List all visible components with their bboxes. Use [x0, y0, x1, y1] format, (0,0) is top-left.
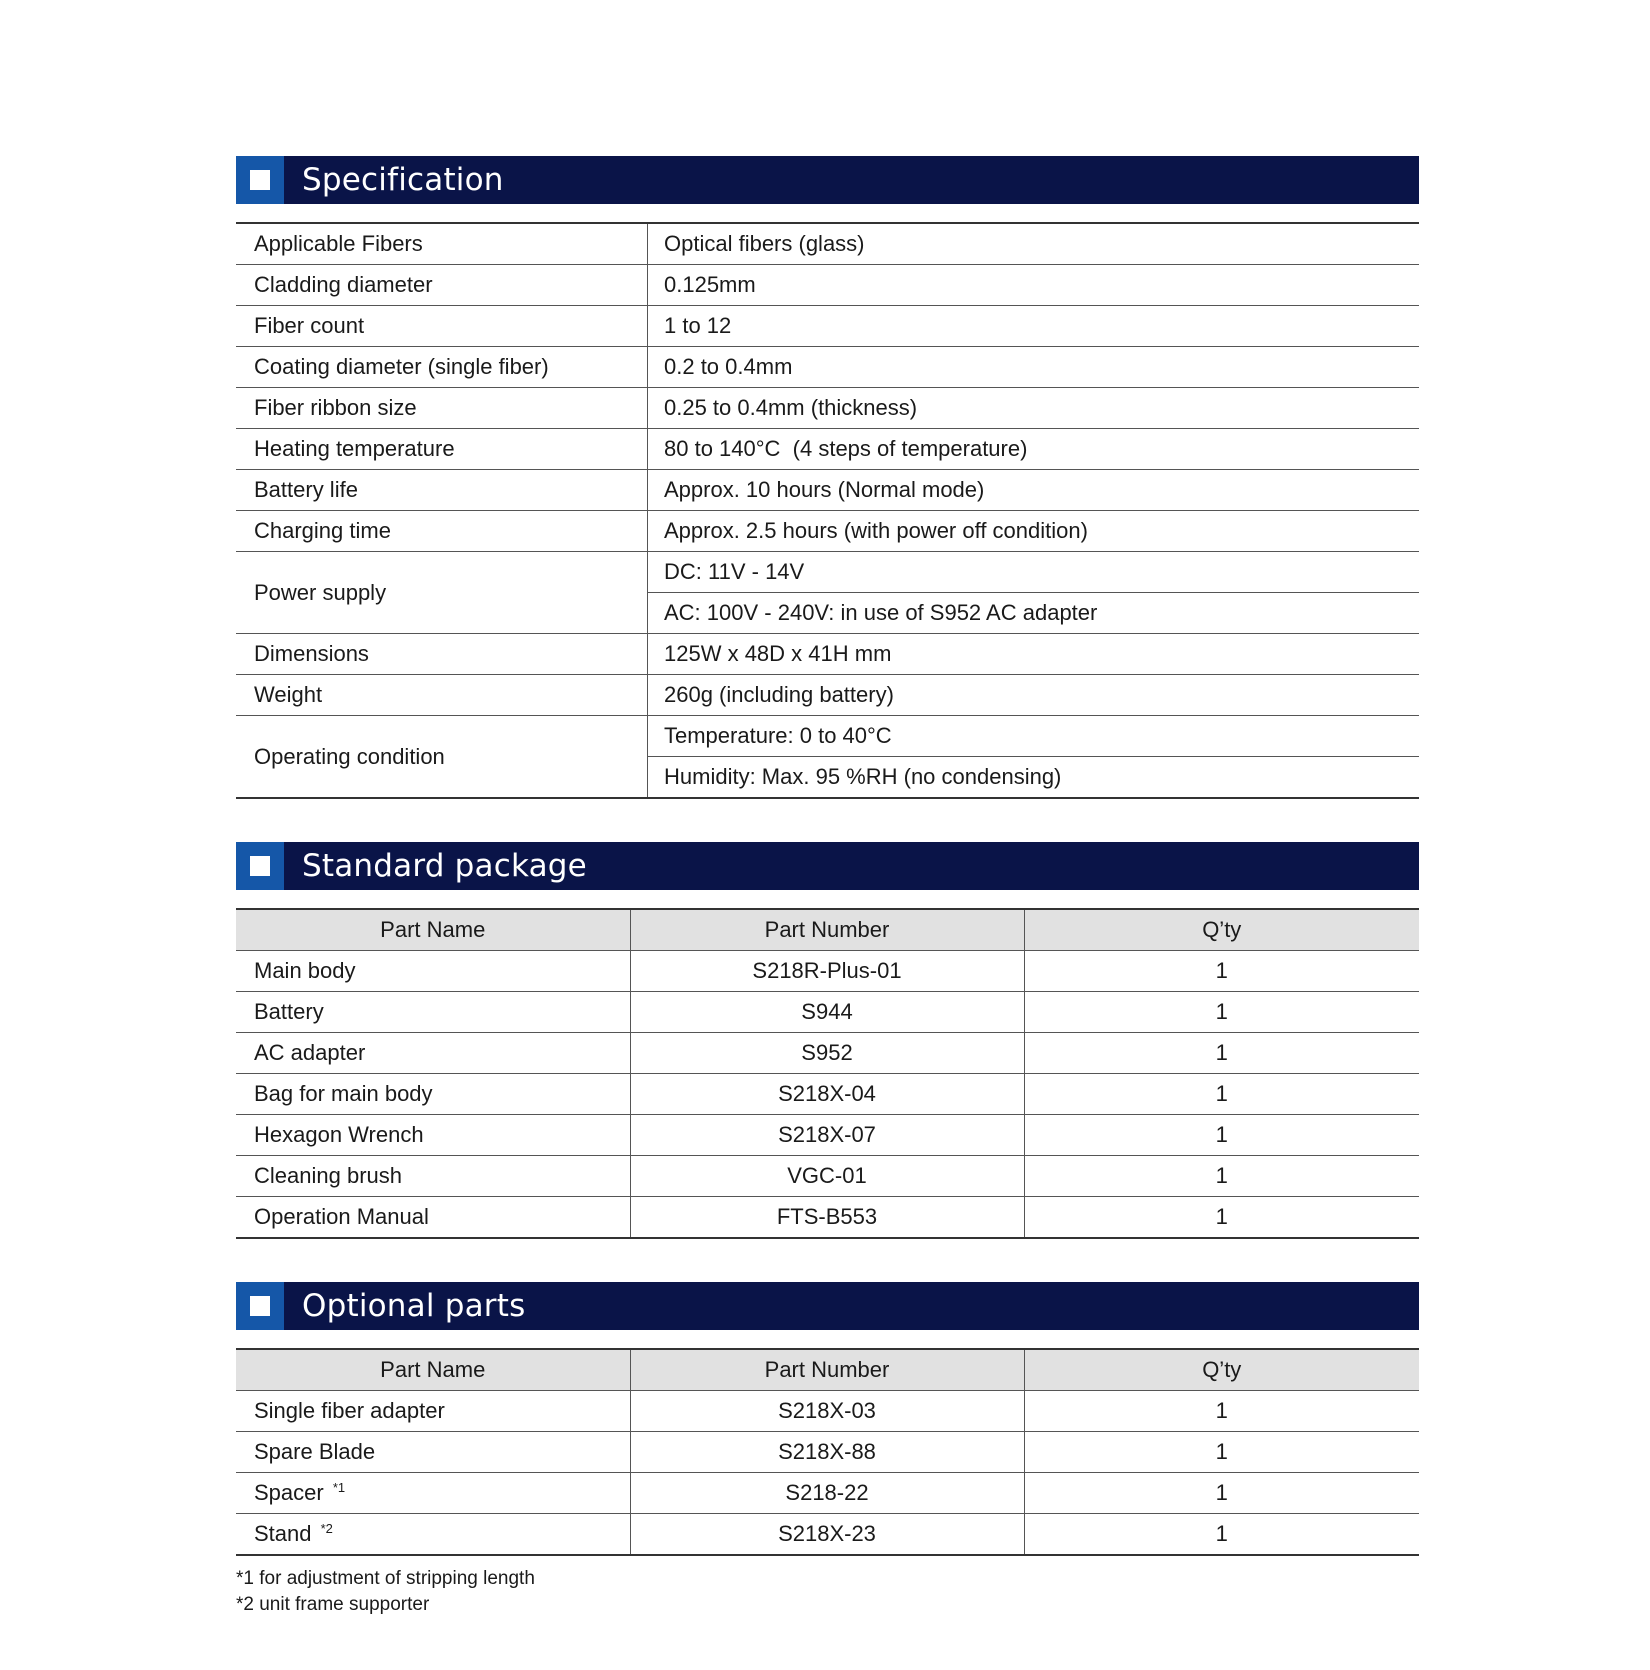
spec-label: Cladding diameter — [236, 265, 648, 306]
table-row — [236, 265, 1419, 306]
part-name: Main body — [236, 951, 630, 992]
table-row — [236, 1074, 1419, 1115]
table-row — [236, 1115, 1419, 1156]
quantity: 1 — [1024, 1391, 1419, 1432]
spec-label: Battery life — [236, 470, 648, 511]
spec-value: Humidity: Max. 95 %RH (no condensing) — [664, 764, 1062, 789]
column-header: Part Name — [236, 1349, 630, 1391]
table-row — [236, 511, 1419, 552]
spec-value: Approx. 2.5 hours (with power off condition) — [648, 511, 1420, 552]
part-number: S218X-03 — [630, 1391, 1024, 1432]
table-row — [236, 1514, 1419, 1556]
spec-label: Fiber ribbon size — [236, 388, 648, 429]
spec-value: Optical fibers (glass) — [648, 223, 1420, 265]
table-row — [236, 1432, 1419, 1473]
table-row — [236, 992, 1419, 1033]
part-name-cell — [236, 1432, 630, 1473]
section-title: Standard package — [302, 848, 587, 884]
quantity: 1 — [1024, 1156, 1419, 1197]
part-name-cell — [236, 1473, 630, 1514]
standard-package-section — [236, 842, 1419, 1239]
spec-value: 0.25 to 0.4mm (thickness) — [648, 388, 1420, 429]
quantity: 1 — [1024, 1432, 1419, 1473]
table-row — [236, 306, 1419, 347]
part-number: S944 — [630, 992, 1024, 1033]
specification-section — [236, 156, 1419, 799]
part-number: VGC-01 — [630, 1156, 1024, 1197]
part-number: S218R-Plus-01 — [630, 951, 1024, 992]
spec-value: 0.125mm — [648, 265, 1420, 306]
spec-label: Weight — [236, 675, 648, 716]
part-name: AC adapter — [236, 1033, 630, 1074]
part-name: Stand — [254, 1521, 318, 1546]
spec-value: 1 to 12 — [648, 306, 1420, 347]
footnote-marker: *2 — [320, 1521, 333, 1536]
spec-value: 125W x 48D x 41H mm — [648, 634, 1420, 675]
spec-label: Applicable Fibers — [236, 223, 648, 265]
part-name: Cleaning brush — [236, 1156, 630, 1197]
table-row — [236, 347, 1419, 388]
table-row — [236, 716, 1419, 757]
section-title: Optional parts — [302, 1288, 526, 1324]
footnotes — [236, 1566, 535, 1618]
table-row — [236, 470, 1419, 511]
table-row — [236, 388, 1419, 429]
optional-parts-section — [236, 1282, 1419, 1556]
part-number: S218X-23 — [630, 1514, 1024, 1556]
quantity: 1 — [1024, 1473, 1419, 1514]
spec-value: 80 to 140°C (4 steps of temperature) — [648, 429, 1420, 470]
spec-value: 260g (including battery) — [648, 675, 1420, 716]
part-name: Bag for main body — [236, 1074, 630, 1115]
column-header: Part Number — [630, 1349, 1024, 1391]
quantity: 1 — [1024, 992, 1419, 1033]
section-title: Specification — [302, 162, 504, 198]
part-name-cell — [236, 1391, 630, 1432]
table-row — [236, 429, 1419, 470]
specification-banner — [236, 156, 1419, 204]
quantity: 1 — [1024, 1033, 1419, 1074]
optional-parts-banner — [236, 1282, 1419, 1330]
part-name: Single fiber adapter — [254, 1398, 445, 1423]
footnote: *2 unit frame supporter — [236, 1594, 430, 1615]
footnote: *1 for adjustment of stripping length — [236, 1568, 535, 1589]
table-row — [236, 675, 1419, 716]
spec-value: Temperature: 0 to 40°C — [648, 716, 1420, 757]
spec-label: Heating temperature — [236, 429, 648, 470]
table-header-row — [236, 909, 1419, 951]
part-number: FTS-B553 — [630, 1197, 1024, 1239]
quantity: 1 — [1024, 1115, 1419, 1156]
standard-package-table — [236, 908, 1419, 1239]
quantity: 1 — [1024, 1074, 1419, 1115]
part-name: Operation Manual — [236, 1197, 630, 1239]
table-row — [236, 552, 1419, 593]
spec-label: Charging time — [236, 511, 648, 552]
table-row — [236, 1391, 1419, 1432]
table-row — [236, 1033, 1419, 1074]
quantity: 1 — [1215, 1204, 1228, 1229]
section-marker-icon — [236, 1282, 284, 1330]
section-marker-icon — [236, 842, 284, 890]
column-header: Q’ty — [1024, 909, 1419, 951]
part-number: S218-22 — [630, 1473, 1024, 1514]
table-row — [236, 1473, 1419, 1514]
table-row — [236, 223, 1419, 265]
part-number: S952 — [630, 1033, 1024, 1074]
part-name: Spare Blade — [254, 1439, 376, 1464]
table-row — [236, 1197, 1419, 1239]
section-marker-icon — [236, 156, 284, 204]
spec-value: Approx. 10 hours (Normal mode) — [648, 470, 1420, 511]
part-name: Battery — [236, 992, 630, 1033]
column-header: Part Name — [236, 909, 630, 951]
column-header: Q’ty — [1024, 1349, 1419, 1391]
table-header-row — [236, 1349, 1419, 1391]
spec-label: Power supply — [236, 552, 648, 634]
part-number: S218X-07 — [630, 1115, 1024, 1156]
table-row — [236, 634, 1419, 675]
spec-label: Fiber count — [236, 306, 648, 347]
spec-label: Operating condition — [236, 716, 648, 799]
part-number: S218X-88 — [630, 1432, 1024, 1473]
part-name: Hexagon Wrench — [236, 1115, 630, 1156]
quantity: 1 — [1215, 1521, 1228, 1546]
spec-value: 0.2 to 0.4mm — [648, 347, 1420, 388]
footnote-marker: *1 — [332, 1480, 346, 1495]
part-name-cell — [236, 1514, 630, 1556]
spec-value: DC: 11V - 14V — [648, 552, 1420, 593]
spec-label: Coating diameter (single fiber) — [236, 347, 648, 388]
table-row — [236, 1156, 1419, 1197]
table-row — [236, 951, 1419, 992]
spec-label: Dimensions — [236, 634, 648, 675]
quantity: 1 — [1024, 951, 1419, 992]
column-header: Part Number — [630, 909, 1024, 951]
specification-table — [236, 222, 1419, 799]
standard-package-banner — [236, 842, 1419, 890]
optional-parts-table — [236, 1348, 1419, 1556]
part-number: S218X-04 — [630, 1074, 1024, 1115]
spec-value: AC: 100V - 240V: in use of S952 AC adapter — [648, 593, 1420, 634]
part-name: Spacer — [254, 1480, 330, 1505]
